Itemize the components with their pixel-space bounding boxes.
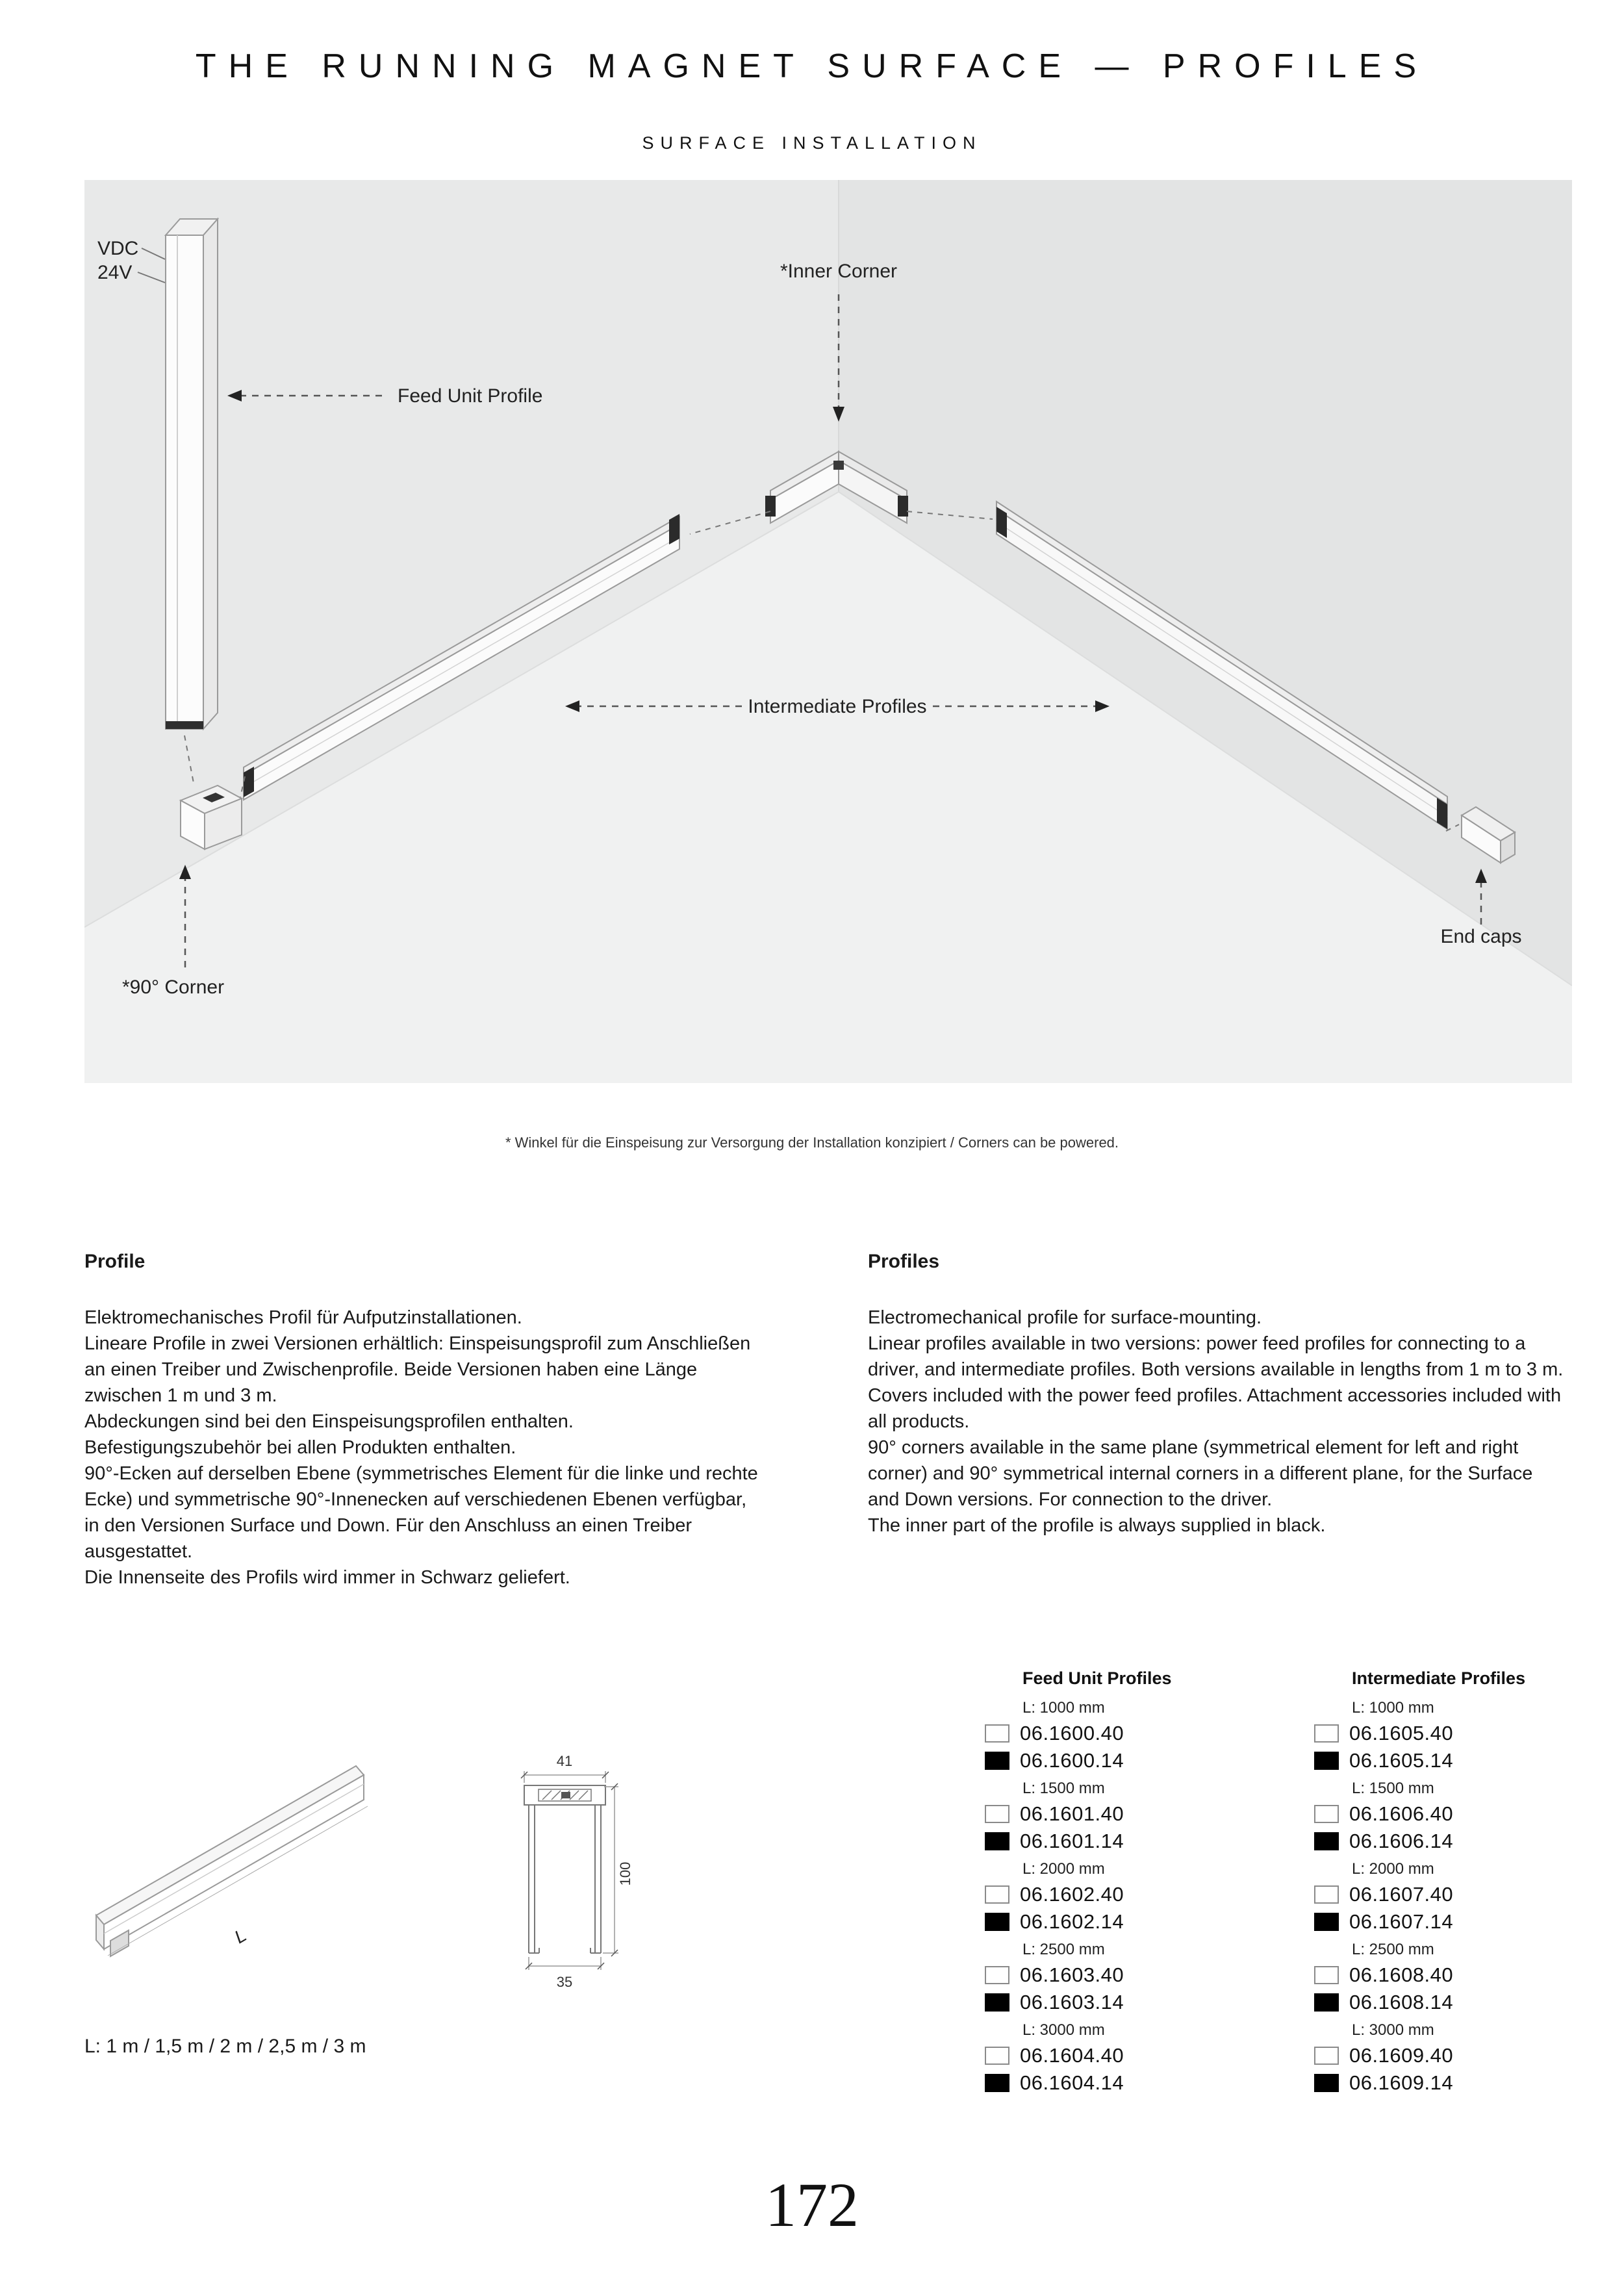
- installation-diagram: [84, 180, 1572, 1083]
- length-group: [1314, 1941, 1624, 2016]
- profile-3d-sketch: [96, 1766, 368, 1956]
- page-title: THE RUNNING MAGNET SURFACE — PROFILES: [195, 47, 1429, 85]
- length-group: [985, 2021, 1297, 2097]
- paragraph: Elektromechanisches Profil für Aufputzinstallationen.: [84, 1307, 522, 1328]
- product-code: 06.1606.14: [1349, 1830, 1454, 1852]
- length-label: L: 1500 mm: [1022, 1780, 1105, 1797]
- length-label: L: 2500 mm: [1352, 1941, 1434, 1958]
- product-code: 06.1604.40: [1020, 2044, 1124, 2067]
- paragraph: Abdeckungen sind bei den Einspeisungsprofilen enthalten.: [84, 1411, 574, 1432]
- dim-41-label: 41: [556, 1753, 573, 1769]
- product-row: [985, 1800, 1297, 1828]
- length-label: L: 3000 mm: [1352, 2021, 1434, 2039]
- profile-drawings: [84, 1715, 702, 2040]
- paragraph: Covers included with the power feed profiles. Attachment accessories included with all products.: [868, 1385, 1562, 1432]
- page-subtitle: SURFACE INSTALLATION: [642, 133, 982, 153]
- white-finish-swatch: [985, 1966, 1009, 1984]
- length-label: L: 2000 mm: [1352, 1860, 1434, 1878]
- product-code: 06.1606.40: [1349, 1802, 1454, 1825]
- paragraph: 90° corners available in the same plane (symmetrical element for left and right corner) and 90° symmetrical internal corners in a different plane, for the Surface and Down versions. For connection to the driver.: [868, 1437, 1533, 1510]
- section-heading-de: Profile: [84, 1251, 146, 1272]
- length-label: L: 1500 mm: [1352, 1780, 1434, 1797]
- product-code: 06.1609.14: [1349, 2071, 1454, 2094]
- length-group: [1314, 1699, 1624, 1774]
- product-code: 06.1602.14: [1020, 1910, 1124, 1933]
- product-row: [985, 1747, 1297, 1774]
- white-finish-swatch: [1314, 2047, 1339, 2065]
- product-code: 06.1605.40: [1349, 1722, 1454, 1744]
- paragraph: Die Innenseite des Profils wird immer in Schwarz geliefert.: [84, 1567, 570, 1588]
- length-group: [985, 1780, 1297, 1855]
- white-finish-swatch: [1314, 1724, 1339, 1743]
- product-code: 06.1603.14: [1020, 1991, 1124, 2013]
- product-code: 06.1609.40: [1349, 2044, 1454, 2067]
- product-row: [985, 1989, 1297, 2016]
- inner-corner-label: *Inner Corner: [780, 261, 898, 282]
- product-row: [1314, 1961, 1624, 1989]
- product-code: 06.1607.40: [1349, 1883, 1454, 1906]
- paragraph: Lineare Profile in zwei Versionen erhältlich: Einspeisungsprofil zum Anschließen an einen Treiber und Zwischenprofile. Beide Versionen haben eine Länge zwischen 1 m und 3 m.: [84, 1333, 751, 1406]
- product-row: [1314, 1908, 1624, 1935]
- dim-35-label: 35: [556, 1974, 573, 1990]
- product-code: 06.1603.40: [1020, 1963, 1124, 1986]
- length-l-label: L: [231, 1924, 250, 1948]
- white-finish-swatch: [1314, 1885, 1339, 1904]
- length-group: [1314, 1780, 1624, 1855]
- product-row: [985, 1720, 1297, 1747]
- product-row: [985, 2069, 1297, 2097]
- section-german: [84, 1249, 763, 1591]
- product-row: [1314, 2042, 1624, 2069]
- paragraph: The inner part of the profile is always supplied in black.: [868, 1515, 1326, 1536]
- length-group: [985, 1860, 1297, 1935]
- product-code: 06.1608.14: [1349, 1991, 1454, 2013]
- paragraph: 90°-Ecken auf derselben Ebene (symmetrisches Element für die linke und rechte Ecke) und symmetrische 90°-Innenecken auf verschiedenen Ebenen verfügbar, in den Versionen Surface und Down. Für den Anschluss an einen Treiber ausgestattet.: [84, 1463, 758, 1562]
- white-finish-swatch: [985, 1724, 1009, 1743]
- diagram-footnote: * Winkel für die Einspeisung zur Versorgung der Installation konzipiert / Corners can be powered.: [505, 1134, 1119, 1151]
- product-code: 06.1600.40: [1020, 1722, 1124, 1744]
- paragraph: Electromechanical profile for surface-mounting.: [868, 1307, 1262, 1328]
- white-finish-swatch: [985, 1805, 1009, 1823]
- table-heading: Intermediate Profiles: [1352, 1668, 1526, 1688]
- black-finish-swatch: [1314, 1993, 1339, 2012]
- intermediate-profiles-label: Intermediate Profiles: [748, 696, 927, 717]
- feed-unit-profile-drawing: [166, 219, 218, 729]
- product-code: 06.1600.14: [1020, 1749, 1124, 1772]
- black-finish-swatch: [1314, 1913, 1339, 1931]
- product-row: [985, 2042, 1297, 2069]
- product-row: [985, 1881, 1297, 1908]
- product-row: [1314, 1828, 1624, 1855]
- paragraph: Befestigungszubehör bei allen Produkten enthalten.: [84, 1437, 516, 1458]
- length-label: L: 2500 mm: [1022, 1941, 1105, 1958]
- length-label: L: 1000 mm: [1022, 1699, 1105, 1717]
- table-heading: Feed Unit Profiles: [1022, 1668, 1172, 1688]
- white-finish-swatch: [985, 2047, 1009, 2065]
- black-finish-swatch: [1314, 2074, 1339, 2092]
- intermediate-table: [1314, 1668, 1624, 2097]
- lengths-note: L: 1 m / 1,5 m / 2 m / 2,5 m / 3 m: [84, 2036, 366, 2057]
- product-row: [985, 1908, 1297, 1935]
- dim-100-label: 100: [617, 1861, 633, 1886]
- product-row: [1314, 1800, 1624, 1828]
- black-finish-swatch: [985, 1832, 1009, 1850]
- section-heading-en: Profiles: [868, 1251, 940, 1272]
- black-finish-swatch: [985, 1993, 1009, 2012]
- feed-unit-label: Feed Unit Profile: [398, 385, 543, 407]
- section-english: [868, 1249, 1566, 1539]
- product-code: 06.1601.40: [1020, 1802, 1124, 1825]
- length-group: [1314, 1860, 1624, 1935]
- page-number: 172: [765, 2170, 859, 2240]
- length-group: [985, 1699, 1297, 1774]
- length-group: [985, 1941, 1297, 2016]
- product-row: [1314, 1747, 1624, 1774]
- product-row: [985, 1961, 1297, 1989]
- vdc-label: VDC: [97, 238, 139, 259]
- product-code: 06.1604.14: [1020, 2071, 1124, 2094]
- product-code: 06.1608.40: [1349, 1963, 1454, 1986]
- black-finish-swatch: [1314, 1752, 1339, 1770]
- black-finish-swatch: [985, 1913, 1009, 1931]
- voltage-label: 24V: [97, 262, 133, 283]
- paragraph: Linear profiles available in two versions: power feed profiles for connecting to a driver, and intermediate profiles. Both versions available in lengths from 1 m to 3 m.: [868, 1333, 1564, 1380]
- product-row: [1314, 2069, 1624, 2097]
- product-row: [1314, 1989, 1624, 2016]
- length-group: [1314, 2021, 1624, 2097]
- corner-90-label: *90° Corner: [122, 977, 225, 998]
- profile-cross-section: [521, 1753, 633, 1990]
- product-row: [1314, 1881, 1624, 1908]
- product-code: 06.1607.14: [1349, 1910, 1454, 1933]
- product-code: 06.1605.14: [1349, 1749, 1454, 1772]
- white-finish-swatch: [985, 1885, 1009, 1904]
- product-row: [1314, 1720, 1624, 1747]
- black-finish-swatch: [985, 2074, 1009, 2092]
- length-label: L: 3000 mm: [1022, 2021, 1105, 2039]
- product-code: 06.1601.14: [1020, 1830, 1124, 1852]
- black-finish-swatch: [985, 1752, 1009, 1770]
- product-row: [985, 1828, 1297, 1855]
- length-label: L: 2000 mm: [1022, 1860, 1105, 1878]
- product-code: 06.1602.40: [1020, 1883, 1124, 1906]
- end-caps-label: End caps: [1440, 926, 1522, 947]
- length-label: L: 1000 mm: [1352, 1699, 1434, 1717]
- white-finish-swatch: [1314, 1805, 1339, 1823]
- feed-unit-table: [985, 1668, 1297, 2097]
- white-finish-swatch: [1314, 1966, 1339, 1984]
- black-finish-swatch: [1314, 1832, 1339, 1850]
